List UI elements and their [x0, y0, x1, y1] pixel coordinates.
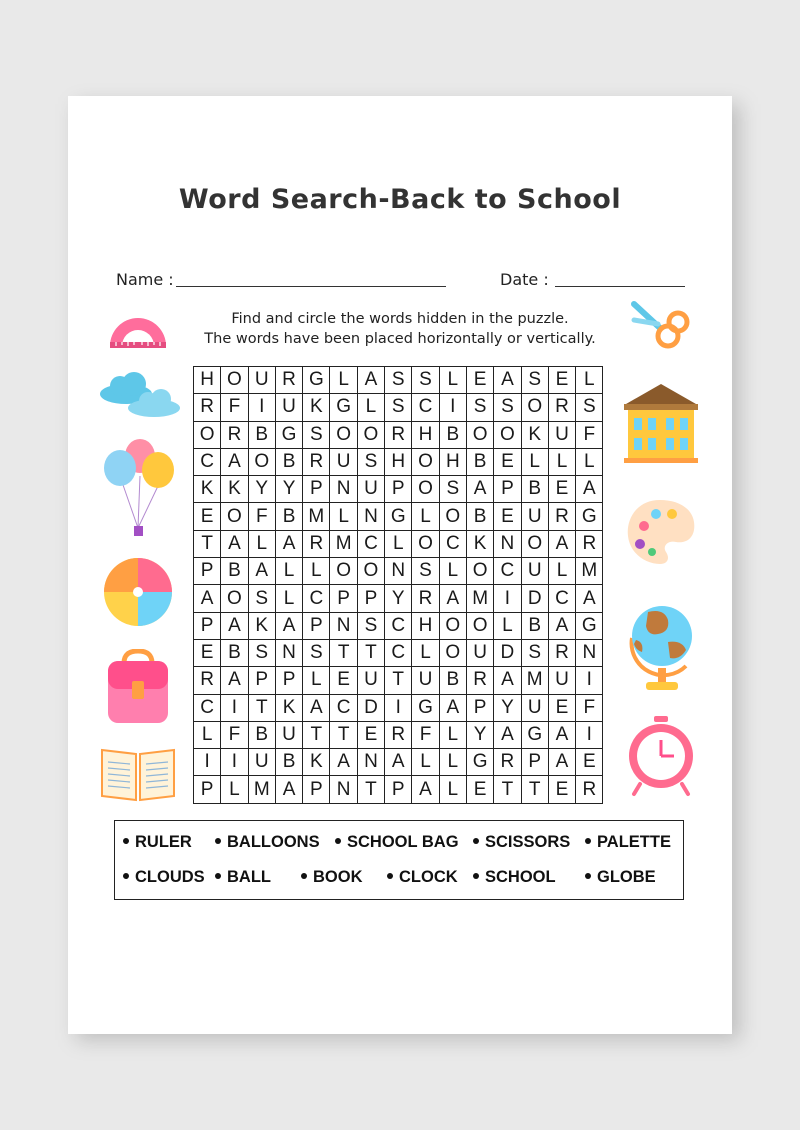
- grid-cell[interactable]: O: [440, 640, 467, 667]
- grid-cell[interactable]: L: [522, 449, 549, 476]
- grid-cell[interactable]: A: [494, 667, 521, 694]
- grid-cell[interactable]: K: [522, 422, 549, 449]
- grid-cell[interactable]: S: [412, 558, 439, 585]
- grid-cell[interactable]: P: [494, 476, 521, 503]
- grid-cell[interactable]: O: [522, 531, 549, 558]
- grid-cell[interactable]: L: [412, 749, 439, 776]
- grid-cell[interactable]: G: [303, 367, 330, 394]
- grid-cell[interactable]: B: [249, 422, 276, 449]
- grid-cell[interactable]: E: [576, 749, 603, 776]
- grid-cell[interactable]: O: [412, 531, 439, 558]
- grid-cell[interactable]: L: [576, 367, 603, 394]
- grid-cell[interactable]: N: [330, 476, 357, 503]
- grid-cell[interactable]: E: [194, 503, 221, 530]
- grid-cell[interactable]: M: [467, 585, 494, 612]
- grid-cell[interactable]: P: [194, 776, 221, 803]
- grid-cell[interactable]: H: [412, 613, 439, 640]
- grid-cell[interactable]: P: [249, 667, 276, 694]
- grid-cell[interactable]: T: [358, 776, 385, 803]
- grid-cell[interactable]: R: [385, 422, 412, 449]
- grid-cell[interactable]: E: [467, 776, 494, 803]
- grid-cell[interactable]: F: [412, 722, 439, 749]
- grid-cell[interactable]: O: [412, 449, 439, 476]
- grid-cell[interactable]: L: [385, 531, 412, 558]
- grid-cell[interactable]: I: [221, 749, 248, 776]
- grid-cell[interactable]: E: [549, 476, 576, 503]
- grid-cell[interactable]: R: [549, 503, 576, 530]
- grid-cell[interactable]: B: [276, 503, 303, 530]
- grid-cell[interactable]: F: [576, 695, 603, 722]
- grid-cell[interactable]: A: [303, 695, 330, 722]
- grid-cell[interactable]: A: [440, 695, 467, 722]
- grid-cell[interactable]: A: [467, 476, 494, 503]
- word-bank-item: RULER: [123, 833, 192, 852]
- grid-cell[interactable]: E: [549, 695, 576, 722]
- grid-cell[interactable]: I: [249, 394, 276, 421]
- grid-cell[interactable]: P: [303, 776, 330, 803]
- beach-ball-icon: [102, 556, 174, 628]
- grid-cell[interactable]: K: [467, 531, 494, 558]
- grid-cell[interactable]: K: [303, 749, 330, 776]
- grid-cell[interactable]: R: [494, 749, 521, 776]
- grid-cell[interactable]: U: [549, 422, 576, 449]
- grid-cell[interactable]: F: [576, 422, 603, 449]
- grid-cell[interactable]: E: [549, 776, 576, 803]
- grid-cell[interactable]: P: [303, 613, 330, 640]
- grid-cell[interactable]: P: [522, 749, 549, 776]
- grid-cell[interactable]: R: [576, 776, 603, 803]
- grid-cell[interactable]: A: [221, 531, 248, 558]
- open-book-icon: [100, 744, 176, 802]
- date-field[interactable]: [555, 286, 685, 287]
- grid-cell[interactable]: L: [330, 503, 357, 530]
- grid-cell[interactable]: S: [522, 640, 549, 667]
- grid-cell[interactable]: A: [549, 722, 576, 749]
- word-bank: [114, 820, 684, 900]
- grid-cell[interactable]: F: [221, 394, 248, 421]
- grid-cell[interactable]: E: [549, 367, 576, 394]
- grid-cell[interactable]: B: [467, 449, 494, 476]
- grid-cell[interactable]: L: [276, 558, 303, 585]
- clouds-icon: [96, 372, 182, 418]
- grid-cell[interactable]: U: [549, 667, 576, 694]
- grid-cell[interactable]: I: [440, 394, 467, 421]
- grid-cell[interactable]: P: [467, 695, 494, 722]
- grid-cell[interactable]: D: [494, 640, 521, 667]
- grid-cell[interactable]: A: [221, 613, 248, 640]
- grid-cell[interactable]: O: [467, 558, 494, 585]
- school-bag-icon: [104, 649, 172, 725]
- grid-cell[interactable]: R: [549, 394, 576, 421]
- grid-cell[interactable]: S: [412, 367, 439, 394]
- grid-cell[interactable]: G: [576, 503, 603, 530]
- grid-cell[interactable]: B: [221, 640, 248, 667]
- grid-cell[interactable]: T: [358, 640, 385, 667]
- grid-cell[interactable]: L: [249, 531, 276, 558]
- grid-cell[interactable]: K: [221, 476, 248, 503]
- word-bank-item: BALLOONS: [215, 833, 320, 852]
- grid-cell[interactable]: N: [358, 503, 385, 530]
- grid-cell[interactable]: A: [194, 585, 221, 612]
- grid-cell[interactable]: E: [467, 367, 494, 394]
- grid-cell[interactable]: L: [440, 776, 467, 803]
- word-search-grid[interactable]: [193, 366, 603, 804]
- grid-cell[interactable]: O: [467, 422, 494, 449]
- grid-cell[interactable]: P: [303, 476, 330, 503]
- grid-cell[interactable]: O: [358, 558, 385, 585]
- grid-cell[interactable]: S: [385, 367, 412, 394]
- grid-cell[interactable]: O: [522, 394, 549, 421]
- word-bank-item: BALL: [215, 868, 271, 887]
- grid-cell[interactable]: B: [440, 422, 467, 449]
- grid-cell[interactable]: P: [385, 476, 412, 503]
- grid-cell[interactable]: A: [412, 776, 439, 803]
- grid-cell[interactable]: P: [276, 667, 303, 694]
- grid-cell[interactable]: H: [194, 367, 221, 394]
- grid-cell[interactable]: O: [440, 503, 467, 530]
- grid-cell[interactable]: C: [194, 695, 221, 722]
- grid-cell[interactable]: T: [330, 640, 357, 667]
- grid-cell[interactable]: U: [249, 749, 276, 776]
- word-bank-item: GLOBE: [585, 868, 656, 887]
- grid-cell[interactable]: T: [385, 667, 412, 694]
- grid-cell[interactable]: A: [358, 367, 385, 394]
- grid-cell[interactable]: S: [249, 640, 276, 667]
- grid-cell[interactable]: N: [385, 558, 412, 585]
- grid-cell[interactable]: L: [440, 367, 467, 394]
- grid-cell[interactable]: A: [494, 367, 521, 394]
- grid-cell[interactable]: M: [522, 667, 549, 694]
- grid-cell[interactable]: L: [494, 613, 521, 640]
- grid-cell[interactable]: C: [440, 531, 467, 558]
- grid-cell[interactable]: R: [385, 722, 412, 749]
- worksheet-page: [68, 96, 732, 1034]
- grid-cell[interactable]: D: [522, 585, 549, 612]
- grid-cell[interactable]: B: [276, 749, 303, 776]
- grid-cell[interactable]: B: [467, 503, 494, 530]
- globe-icon: [624, 596, 700, 696]
- grid-cell[interactable]: T: [303, 722, 330, 749]
- grid-cell[interactable]: L: [303, 558, 330, 585]
- grid-cell[interactable]: D: [358, 695, 385, 722]
- word-bank-item: PALETTE: [585, 833, 671, 852]
- grid-cell[interactable]: A: [576, 476, 603, 503]
- grid-cell[interactable]: M: [576, 558, 603, 585]
- grid-cell[interactable]: H: [412, 422, 439, 449]
- word-bank-item: SCISSORS: [473, 833, 570, 852]
- grid-cell[interactable]: G: [522, 722, 549, 749]
- grid-cell[interactable]: A: [549, 613, 576, 640]
- grid-cell[interactable]: B: [522, 476, 549, 503]
- grid-cell[interactable]: L: [412, 640, 439, 667]
- grid-cell[interactable]: G: [467, 749, 494, 776]
- grid-cell[interactable]: P: [194, 558, 221, 585]
- grid-cell[interactable]: L: [440, 558, 467, 585]
- grid-cell[interactable]: S: [358, 449, 385, 476]
- grid-cell[interactable]: I: [576, 667, 603, 694]
- grid-cell[interactable]: E: [330, 667, 357, 694]
- grid-cell[interactable]: O: [194, 422, 221, 449]
- alarm-clock-icon: [626, 714, 696, 798]
- grid-cell[interactable]: S: [249, 585, 276, 612]
- grid-cell[interactable]: L: [303, 667, 330, 694]
- grid-cell[interactable]: R: [276, 367, 303, 394]
- grid-cell[interactable]: G: [576, 613, 603, 640]
- grid-cell[interactable]: O: [330, 422, 357, 449]
- grid-cell[interactable]: C: [494, 558, 521, 585]
- grid-cell[interactable]: B: [249, 722, 276, 749]
- grid-cell[interactable]: A: [330, 749, 357, 776]
- grid-cell[interactable]: M: [303, 503, 330, 530]
- grid-cell[interactable]: S: [303, 640, 330, 667]
- grid-cell[interactable]: L: [576, 449, 603, 476]
- grid-cell[interactable]: C: [385, 640, 412, 667]
- grid-cell[interactable]: C: [194, 449, 221, 476]
- grid-cell[interactable]: E: [494, 449, 521, 476]
- paint-palette-icon: [624, 496, 698, 568]
- grid-cell[interactable]: A: [576, 585, 603, 612]
- grid-cell[interactable]: P: [330, 585, 357, 612]
- grid-cell[interactable]: O: [249, 449, 276, 476]
- grid-cell[interactable]: R: [412, 585, 439, 612]
- grid-cell[interactable]: A: [385, 749, 412, 776]
- grid-cell[interactable]: R: [549, 640, 576, 667]
- grid-cell[interactable]: O: [467, 613, 494, 640]
- word-bank-item: BOOK: [301, 868, 363, 887]
- grid-cell[interactable]: A: [221, 449, 248, 476]
- grid-cell[interactable]: U: [276, 722, 303, 749]
- grid-cell[interactable]: G: [330, 394, 357, 421]
- grid-cell[interactable]: I: [221, 695, 248, 722]
- grid-cell[interactable]: F: [249, 503, 276, 530]
- grid-cell[interactable]: A: [440, 585, 467, 612]
- word-bank-item: SCHOOL BAG: [335, 833, 459, 852]
- grid-cell[interactable]: I: [385, 695, 412, 722]
- grid-cell[interactable]: R: [576, 531, 603, 558]
- grid-cell[interactable]: M: [330, 531, 357, 558]
- grid-cell[interactable]: U: [358, 476, 385, 503]
- grid-cell[interactable]: R: [467, 667, 494, 694]
- instructions: [168, 309, 632, 349]
- grid-cell[interactable]: O: [330, 558, 357, 585]
- grid-cell[interactable]: I: [576, 722, 603, 749]
- name-label: Name :: [116, 270, 174, 289]
- grid-cell[interactable]: T: [494, 776, 521, 803]
- grid-cell[interactable]: U: [522, 558, 549, 585]
- grid-cell[interactable]: L: [412, 503, 439, 530]
- grid-cell[interactable]: L: [440, 749, 467, 776]
- grid-cell[interactable]: G: [412, 695, 439, 722]
- grid-cell[interactable]: N: [576, 640, 603, 667]
- grid-cell[interactable]: L: [276, 585, 303, 612]
- grid-cell[interactable]: A: [276, 613, 303, 640]
- grid-cell[interactable]: I: [194, 749, 221, 776]
- grid-cell[interactable]: C: [303, 585, 330, 612]
- grid-cell[interactable]: U: [358, 667, 385, 694]
- grid-cell[interactable]: A: [276, 776, 303, 803]
- scissors-icon: [628, 298, 690, 356]
- grid-cell[interactable]: Y: [276, 476, 303, 503]
- grid-cell[interactable]: E: [358, 722, 385, 749]
- grid-cell[interactable]: M: [249, 776, 276, 803]
- grid-cell[interactable]: A: [494, 722, 521, 749]
- instruction-line: Find and circle the words hidden in the puzzle.: [231, 311, 569, 327]
- grid-cell[interactable]: N: [276, 640, 303, 667]
- grid-cell[interactable]: N: [358, 749, 385, 776]
- grid-cell[interactable]: U: [467, 640, 494, 667]
- grid-cell[interactable]: U: [330, 449, 357, 476]
- grid-cell[interactable]: O: [440, 613, 467, 640]
- grid-cell[interactable]: E: [494, 503, 521, 530]
- grid-cell[interactable]: Y: [494, 695, 521, 722]
- grid-cell[interactable]: A: [549, 531, 576, 558]
- protractor-icon: [106, 310, 170, 350]
- grid-cell[interactable]: B: [440, 667, 467, 694]
- grid-cell[interactable]: O: [412, 476, 439, 503]
- grid-cell[interactable]: S: [467, 394, 494, 421]
- grid-cell[interactable]: Y: [249, 476, 276, 503]
- grid-cell[interactable]: S: [494, 394, 521, 421]
- grid-cell[interactable]: L: [358, 394, 385, 421]
- grid-cell[interactable]: I: [494, 585, 521, 612]
- grid-cell[interactable]: U: [276, 394, 303, 421]
- grid-cell[interactable]: G: [276, 422, 303, 449]
- worksheet-title: Word Search-Back to School: [178, 184, 622, 215]
- grid-cell[interactable]: K: [303, 394, 330, 421]
- instruction-line: The words have been placed horizontally or vertically.: [204, 331, 596, 347]
- grid-cell[interactable]: S: [440, 476, 467, 503]
- grid-cell[interactable]: U: [249, 367, 276, 394]
- grid-cell[interactable]: O: [221, 367, 248, 394]
- grid-cell[interactable]: H: [385, 449, 412, 476]
- balloons-icon: [100, 438, 178, 540]
- word-bank-item: SCHOOL: [473, 868, 556, 887]
- grid-cell[interactable]: U: [522, 503, 549, 530]
- grid-cell[interactable]: E: [194, 640, 221, 667]
- grid-cell[interactable]: L: [330, 367, 357, 394]
- grid-cell[interactable]: O: [221, 503, 248, 530]
- grid-cell[interactable]: A: [549, 749, 576, 776]
- grid-cell[interactable]: B: [221, 558, 248, 585]
- grid-cell[interactable]: T: [249, 695, 276, 722]
- grid-cell[interactable]: C: [330, 695, 357, 722]
- grid-cell[interactable]: N: [494, 531, 521, 558]
- grid-cell[interactable]: L: [440, 722, 467, 749]
- grid-cell[interactable]: L: [549, 449, 576, 476]
- grid-cell[interactable]: R: [303, 449, 330, 476]
- grid-cell[interactable]: H: [440, 449, 467, 476]
- grid-cell[interactable]: K: [276, 695, 303, 722]
- grid-cell[interactable]: R: [303, 531, 330, 558]
- grid-cell[interactable]: P: [385, 776, 412, 803]
- grid-cell[interactable]: U: [522, 695, 549, 722]
- grid-cell[interactable]: K: [194, 476, 221, 503]
- grid-cell[interactable]: L: [194, 722, 221, 749]
- grid-cell[interactable]: T: [522, 776, 549, 803]
- grid-cell[interactable]: B: [522, 613, 549, 640]
- grid-cell[interactable]: K: [249, 613, 276, 640]
- grid-cell[interactable]: R: [194, 667, 221, 694]
- grid-cell[interactable]: P: [358, 585, 385, 612]
- grid-cell[interactable]: A: [249, 558, 276, 585]
- grid-cell[interactable]: C: [385, 613, 412, 640]
- grid-cell[interactable]: N: [330, 613, 357, 640]
- grid-cell[interactable]: A: [276, 531, 303, 558]
- grid-cell[interactable]: Y: [385, 585, 412, 612]
- grid-cell[interactable]: O: [358, 422, 385, 449]
- grid-cell[interactable]: L: [221, 776, 248, 803]
- grid-cell[interactable]: C: [358, 531, 385, 558]
- word-bank-item: CLOCK: [387, 868, 458, 887]
- grid-cell[interactable]: U: [412, 667, 439, 694]
- grid-cell[interactable]: G: [385, 503, 412, 530]
- grid-cell[interactable]: C: [549, 585, 576, 612]
- grid-cell[interactable]: S: [576, 394, 603, 421]
- grid-cell[interactable]: S: [358, 613, 385, 640]
- grid-cell[interactable]: L: [549, 558, 576, 585]
- grid-cell[interactable]: S: [303, 422, 330, 449]
- grid-cell[interactable]: R: [194, 394, 221, 421]
- grid-cell[interactable]: F: [221, 722, 248, 749]
- grid-cell[interactable]: B: [276, 449, 303, 476]
- grid-cell[interactable]: T: [194, 531, 221, 558]
- school-building-icon: [622, 382, 700, 464]
- grid-cell[interactable]: Y: [467, 722, 494, 749]
- grid-cell[interactable]: S: [522, 367, 549, 394]
- grid-cell[interactable]: R: [221, 422, 248, 449]
- grid-cell[interactable]: P: [194, 613, 221, 640]
- grid-cell[interactable]: S: [385, 394, 412, 421]
- word-bank-item: CLOUDS: [123, 868, 205, 887]
- grid-cell[interactable]: A: [221, 667, 248, 694]
- date-label: Date :: [500, 270, 549, 289]
- grid-cell[interactable]: C: [412, 394, 439, 421]
- grid-cell[interactable]: T: [330, 722, 357, 749]
- grid-cell[interactable]: O: [221, 585, 248, 612]
- grid-cell[interactable]: O: [494, 422, 521, 449]
- grid-cell[interactable]: N: [330, 776, 357, 803]
- name-field[interactable]: [176, 286, 446, 287]
